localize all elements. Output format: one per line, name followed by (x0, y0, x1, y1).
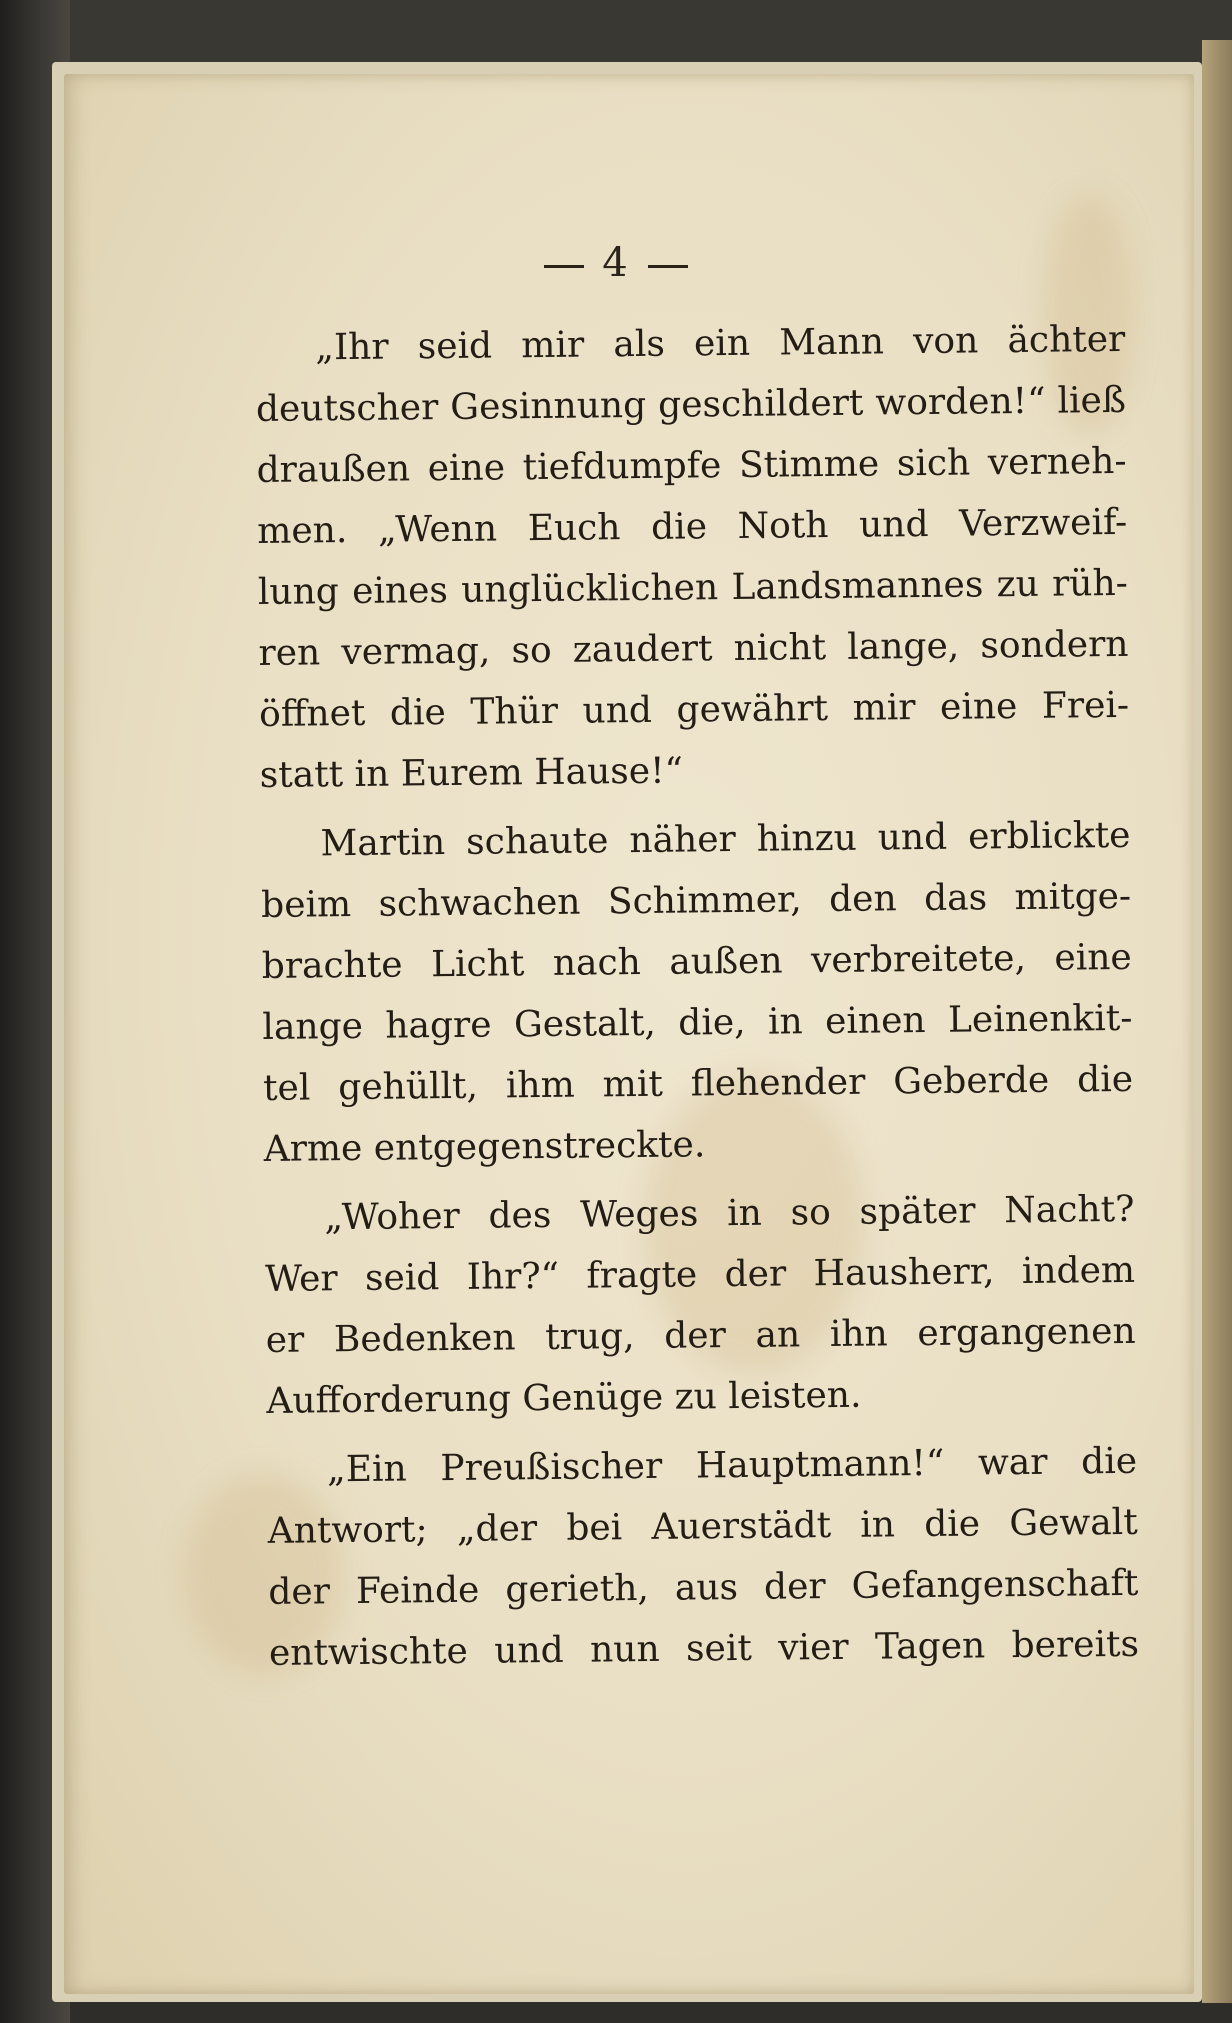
text-line: men. „Wenn Euch die Noth und Verzweif- (257, 501, 1128, 552)
text-line: Wer seid Ihr?“ fragte der Hausherr, indem (264, 1249, 1136, 1300)
text-line: Martin schaute näher hinzu und erblickte (320, 814, 1131, 865)
text-line: Arme entgegenstreckte. (263, 1124, 706, 1170)
text-line: öffnet die Thür und gewährt mir eine Frei- (258, 684, 1130, 735)
text-line: deutscher Gesinnung geschildert worden!“ ließ (255, 379, 1127, 430)
text-line: „Ihr seid mir als ein Mann von ächter (315, 318, 1126, 369)
text-line: er Bedenken trug, der an ihn ergangenen (265, 1310, 1136, 1361)
text-line: draußen eine tiefdumpfe Stimme sich verneh- (256, 440, 1127, 491)
paragraph (260, 805, 1134, 1180)
text-line: statt in Eurem Hause!“ (259, 750, 684, 796)
text-line: lung eines unglücklichen Landsmannes zu rüh- (257, 562, 1129, 613)
text-line: „Woher des Weges in so später Nacht? (324, 1188, 1135, 1239)
text-line: entwischte und nun seit vier Tagen bereits (268, 1623, 1140, 1674)
text-line: tel gehüllt, ihm mit flehender Geberde die (262, 1058, 1134, 1109)
body-text (255, 309, 1139, 1684)
text-line: brachte Licht nach außen verbreitete, eine (261, 936, 1132, 987)
text-line: Antwort; „der bei Auerstädt in die Gewalt (267, 1501, 1138, 1552)
text-line: ren vermag, so zaudert nicht lange, sondern (258, 623, 1129, 674)
dash-left (544, 265, 584, 268)
text-line: beim schwachen Schimmer, den das mitge- (260, 875, 1132, 926)
text-line: Aufforderung Genüge zu leisten. (266, 1374, 862, 1422)
paragraph (267, 1431, 1140, 1684)
paragraph (264, 1179, 1137, 1432)
text-line: lange hagre Gestalt, die, in einen Leinenkit- (262, 997, 1133, 1048)
page-right-edge (1202, 40, 1232, 2003)
text-line: der Feinde gerieth, aus der Gefangenschaft (268, 1562, 1139, 1613)
text-line: „Ein Preußischer Hauptmann!“ war die (326, 1440, 1138, 1491)
paragraph (255, 309, 1130, 806)
dash-right (648, 265, 688, 268)
page-number-value: 4 (602, 240, 630, 286)
page-number (0, 240, 1232, 286)
